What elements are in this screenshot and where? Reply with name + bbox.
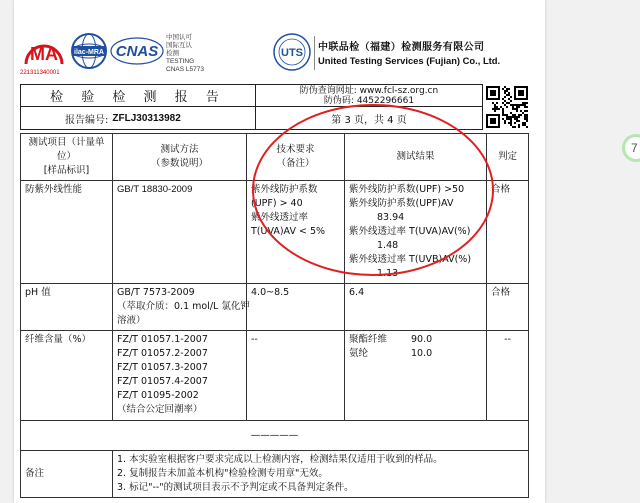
report-title: 检 验 检 测 报 告: [20, 84, 255, 107]
report-number: 报告编号: ZFLJ30313982: [20, 107, 255, 130]
row-uv-item: 防紫外线性能: [21, 181, 113, 284]
uts-company-logo: [272, 32, 312, 72]
header-test-item: 测试项目（计量单位） [样品标识]: [21, 134, 113, 181]
side-page-badge[interactable]: 7: [622, 134, 640, 162]
row-fiber-method: FZ/T 01057.1-2007 FZ/T 01057.2-2007 FZ/T 01057.3-2007 FZ/T 01057.4-2007 FZ/T 01095-2002 （结合公定回潮率）: [113, 331, 247, 421]
row-uv-judgement: 合格: [487, 181, 529, 284]
row-fiber-result: 聚酯纤维 90.0 氨纶 10.0: [345, 331, 487, 421]
notes-row: [21, 451, 529, 498]
svg-text:ilac-MRA: ilac-MRA: [74, 49, 104, 56]
cnas-logo: [110, 36, 164, 66]
verify-website: 防伪查询网址: www.fcl-sz.org.cn: [299, 86, 439, 96]
header-result: 测试结果: [345, 134, 487, 181]
row-uv-requirement: 紫外线防护系数 (UPF) > 40 紫外线透过率 T(UVA)AV < 5%: [247, 181, 345, 284]
verify-code: 防伪码: 4452296661: [323, 96, 415, 106]
row-uv-result: 紫外线防护系数(UPF) >50 紫外线防护系数(UPF)AV 83.94 紫外线透过率 T(UVA)AV(%) 1.48 紫外线透过率 T(UVB)AV(%) 1.13: [345, 181, 487, 284]
table-row: [21, 181, 529, 284]
header-test-method: 测试方法 （参数说明）: [113, 134, 247, 181]
row-ph-method: GB/T 7573-2009 （萃取介质：0.1 mol/L 氯化钾 溶液）: [113, 284, 247, 331]
cma-logo: [20, 34, 68, 76]
test-results-table: [20, 133, 529, 498]
table-row: [21, 331, 529, 421]
notes-label: 备注: [21, 451, 113, 498]
header-divider: [314, 36, 315, 70]
row-ph-requirement: 4.0~8.5: [247, 284, 345, 331]
cma-registration-number: 221311340001: [20, 70, 60, 76]
svg-text:CNAS: CNAS: [115, 43, 159, 60]
anti-fake-verification: [255, 84, 483, 107]
row-fiber-judgement: --: [487, 331, 529, 421]
row-ph-item: pH 值: [21, 284, 113, 331]
report-header: [20, 84, 528, 130]
row-fiber-item: 纤维含量（%）: [21, 331, 113, 421]
table-end-row: [21, 421, 529, 451]
table-header-row: [21, 134, 529, 181]
row-uv-method: GB/T 18830-2009: [113, 181, 247, 284]
row-fiber-requirement: --: [247, 331, 345, 421]
svg-text:MA: MA: [30, 44, 58, 64]
certification-logos: [20, 30, 240, 74]
row-ph-result: 6.4: [345, 284, 487, 331]
company-name-chinese: 中联品检（福建）检测服务有限公司: [318, 42, 485, 53]
header-judgement: 判定: [487, 134, 529, 181]
page-indicator: 第 3 页，共 4 页: [255, 107, 483, 130]
company-name: [318, 38, 528, 66]
svg-text:UTS: UTS: [281, 47, 303, 59]
table-row: [21, 284, 529, 331]
company-name-english: United Testing Services (Fujian) Co., Ltd.: [318, 55, 501, 66]
qr-code: [486, 84, 528, 130]
header-requirement: 技术要求 （备注）: [247, 134, 345, 181]
row-ph-judgement: 合格: [487, 284, 529, 331]
notes-content: 1. 本实验室根据客户要求完成以上检测内容，检测结果仅适用于收到的样品。 2. 复制报告未加盖本机构"检验检测专用章"无效。 3. 标记"--"的测试项目表示不予判定或不具备判定条件。: [113, 451, 529, 498]
cnas-accreditation-text: 中国认可 国际互认 检测 TESTING CNAS L5773: [166, 34, 204, 73]
table-end-mark: —————: [21, 421, 529, 451]
ilac-mra-logo: [70, 32, 108, 70]
